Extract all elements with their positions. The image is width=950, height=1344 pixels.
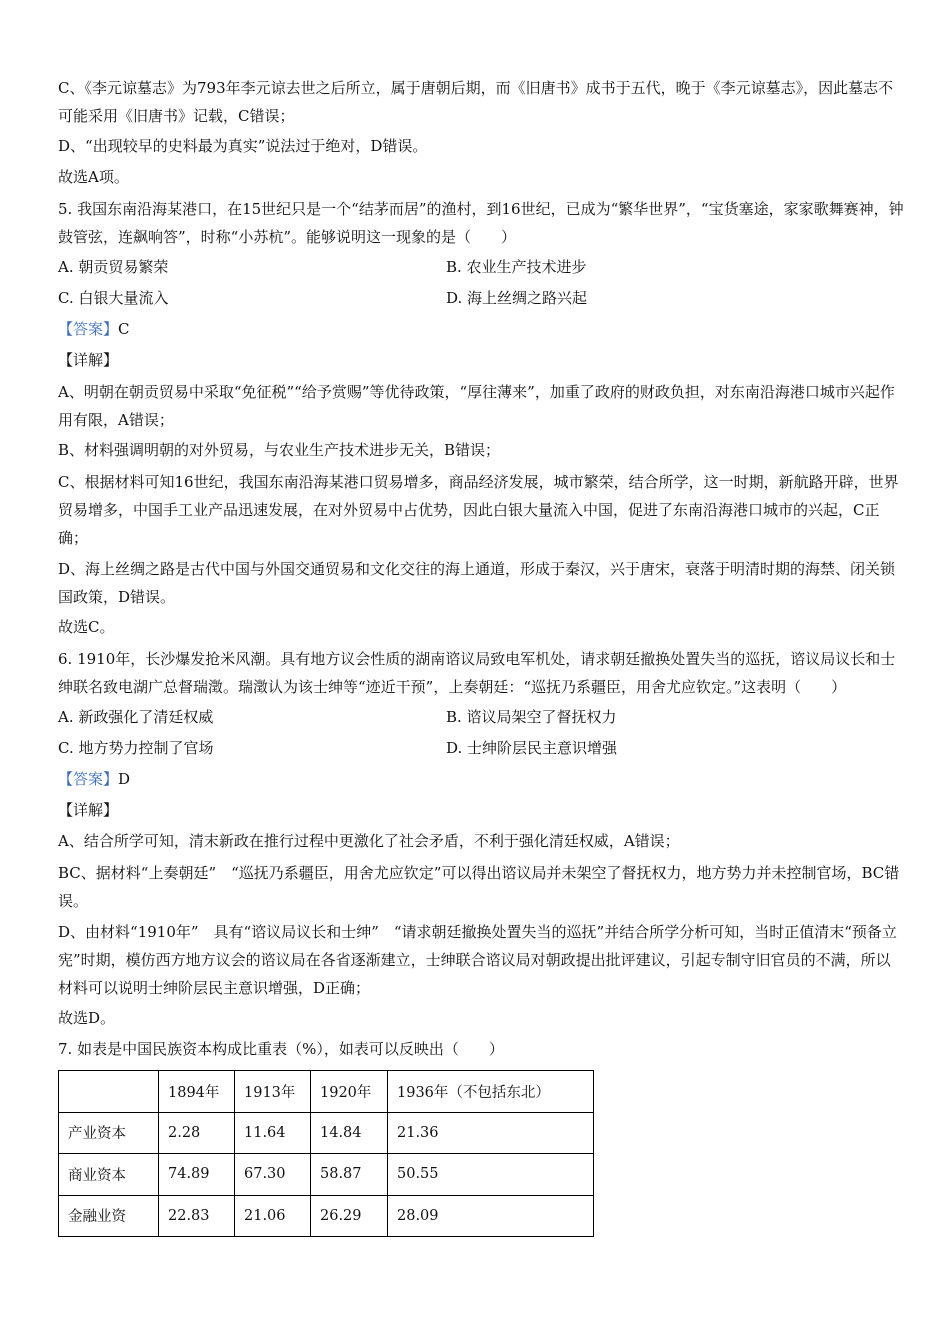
answer-value: C (118, 320, 130, 338)
conclusion: 故选C。 (58, 618, 115, 636)
option-c: C. 白银大量流入 (58, 289, 169, 307)
detail-a: A、明朝在朝贡贸易中采取“免征税”“给予赏赐”等优待政策，“厚往薄来”，加重了政府的财政负担，对东南沿海港口城市兴起作用有限，A错误； (58, 382, 895, 429)
detail-c: C、根据材料可知16世纪，我国东南沿海某港口贸易增多，商品经济发展，城市繁荣，结合所学，这一时期，新航路开辟，世界贸易增多，中国手工业产品迅速发展，在对外贸易中占优势，因此白银大量流入中国，促进了东南沿海港口城市的兴起，C正确； (58, 472, 899, 547)
table-header-cell: 1913年 (235, 1071, 311, 1113)
detail-b: B、材料强调明朝的对外贸易，与农业生产技术进步无关，B错误； (58, 441, 501, 459)
option-d: D. 士绅阶层民主意识增强 (446, 739, 618, 757)
options-row (58, 283, 904, 314)
conclusion: 故选D。 (58, 1009, 116, 1027)
table-cell: 58.87 (311, 1154, 388, 1196)
answer-value: D (118, 770, 131, 788)
table-cell: 67.30 (235, 1154, 311, 1196)
table-header-cell: 1920年 (311, 1071, 388, 1113)
table-cell: 26.29 (311, 1195, 388, 1237)
answer-explanation-c: C、《李元谅墓志》为793年李元谅去世之后所立，属于唐朝后期，而《旧唐书》成书于五代，晚于《李元谅墓志》，因此墓志不可能采用《旧唐书》记载，C错误； (58, 78, 894, 125)
table-row (59, 1154, 594, 1196)
detail-d: D、海上丝绸之路是古代中国与外国交通贸易和文化交往的海上通道，形成于秦汉，兴于唐宋，衰落于明清时期的海禁、闭关锁国政策，D错误。 (58, 559, 896, 606)
question-stem-7: 7. 如表是中国民族资本构成比重表（%），如表可以反映出（ ） (58, 1040, 504, 1058)
table-row (59, 1195, 594, 1237)
question-stem-5: 5. 我国东南沿海某港口，在15世纪只是一个“结茅而居”的渔村，到16世纪，已成为“繁华世界”，“宝货塞途，家家歌舞赛神，钟鼓管弦，连飙响答”，时称“小苏杭”。能够说明这一现象的是（ ） (58, 199, 904, 246)
table-cell: 14.84 (311, 1112, 388, 1154)
conclusion: 故选A项。 (58, 168, 129, 186)
table-cell: 74.89 (159, 1154, 235, 1196)
table-header-row (59, 1071, 594, 1113)
table-cell: 商业资本 (59, 1154, 159, 1196)
answer-line (58, 314, 904, 345)
option-b: B. 谘议局架空了督抚权力 (446, 708, 617, 726)
detail-bc: BC、据材料“上奏朝廷” “巡抚乃系疆臣，用舍尤应钦定”可以得出谘议局并未架空了督抚权力，地方势力并未控制官场，BC错误。 (58, 863, 900, 910)
detail-d: D、由材料“1910年” 具有“谘议局议长和士绅” “请求朝廷撤换处置失当的巡抚”并结合所学分析可知，当时正值清末“预备立宪”时期，模仿西方地方议会的谘议局在各省逐渐建立，士绅联合谘议局对朝政提出批评建议，引起专制守旧官员的不满，所以材料可以说明士绅阶层民主意识增强，D正确； (58, 922, 897, 997)
capital-composition-table (58, 1070, 594, 1237)
option-b: B. 农业生产技术进步 (446, 258, 587, 276)
detail-a: A、结合所学可知，清末新政在推行过程中更激化了社会矛盾，不利于强化清廷权威，A错误； (58, 832, 680, 850)
answer-explanation-d: D、“出现较早的史料最为真实”说法过于绝对，D错误。 (58, 137, 428, 155)
option-a: A. 新政强化了清廷权威 (58, 708, 214, 726)
table-row (59, 1112, 594, 1154)
table-header-cell: 1894年 (159, 1071, 235, 1113)
document-page (58, 72, 904, 1237)
table-cell: 21.06 (235, 1195, 311, 1237)
options-row (58, 702, 904, 733)
options-row (58, 252, 904, 283)
option-c: C. 地方势力控制了官场 (58, 739, 214, 757)
option-a: A. 朝贡贸易繁荣 (58, 258, 169, 276)
table-header-cell (59, 1071, 159, 1113)
detail-heading: 【详解】 (58, 801, 119, 819)
table-cell: 11.64 (235, 1112, 311, 1154)
table-cell: 金融业资 (59, 1195, 159, 1237)
answer-tag: 【答案】 (58, 770, 119, 788)
table-cell: 产业资本 (59, 1112, 159, 1154)
option-d: D. 海上丝绸之路兴起 (446, 289, 588, 307)
table-cell: 28.09 (388, 1195, 594, 1237)
table-header-cell: 1936年（不包括东北） (388, 1071, 594, 1113)
table-cell: 50.55 (388, 1154, 594, 1196)
table-cell: 2.28 (159, 1112, 235, 1154)
options-row (58, 733, 904, 764)
detail-heading: 【详解】 (58, 351, 119, 369)
table-cell: 22.83 (159, 1195, 235, 1237)
answer-line (58, 764, 904, 795)
question-stem-6: 6. 1910年，长沙爆发抢米风潮。具有地方议会性质的湖南谘议局致电军机处，请求朝廷撤换处置失当的巡抚，谘议局议长和士绅联名致电湖广总督瑞澂。瑞澂认为该士绅等“迹近干预”，上奏朝廷：“巡抚乃系疆臣，用舍尤应钦定。”这表明（ ） (58, 649, 896, 696)
answer-tag: 【答案】 (58, 320, 119, 338)
table-cell: 21.36 (388, 1112, 594, 1154)
